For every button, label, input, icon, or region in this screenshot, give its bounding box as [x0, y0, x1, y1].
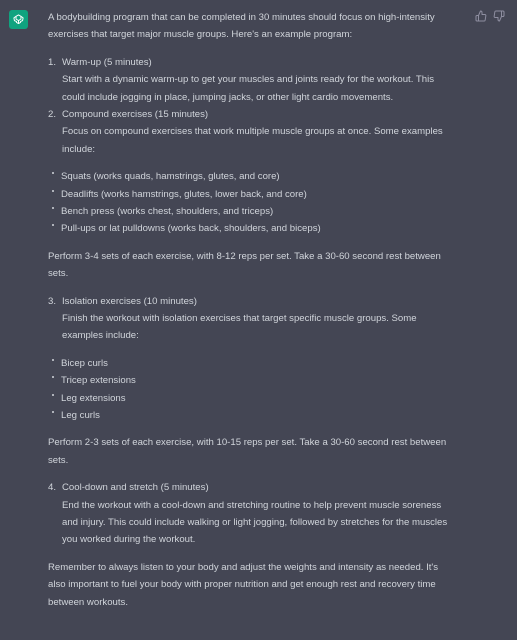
step-description: Start with a dynamic warm-up to get your muscles and joints ready for the workout. This could include jogging in place, jumping jacks, or other light cardio movements.	[62, 74, 435, 103]
step-title: Compound exercises (15 minutes)	[62, 109, 209, 121]
step-number: 3.	[48, 295, 57, 307]
list-item: Pull-ups or lat pulldowns (works back, shoulders, and biceps)	[48, 220, 456, 237]
thumbs-up-icon[interactable]	[475, 10, 487, 22]
step-description: Focus on compound exercises that work multiple muscle groups at once. Some examples include:	[62, 126, 443, 155]
isolation-sets-text: Perform 2-3 sets of each exercise, with 10-15 reps per set. Take a 30-60 second rest between sets.	[48, 437, 447, 466]
assistant-avatar	[9, 10, 28, 29]
steps-list-1	[48, 54, 456, 158]
step-number: 2.	[48, 109, 57, 121]
assistant-message	[48, 9, 456, 611]
step-number: 4.	[48, 482, 57, 494]
list-item: Bicep curls	[48, 355, 456, 372]
step-warm-up	[48, 54, 456, 106]
list-item: Squats (works quads, hamstrings, glutes, and core)	[48, 168, 456, 185]
step-description: Finish the workout with isolation exercises that target specific muscle groups. Some examples include:	[62, 313, 417, 342]
compound-sets-text: Perform 3-4 sets of each exercise, with 8-12 reps per set. Take a 30-60 second rest between sets.	[48, 250, 441, 280]
intro-text: A bodybuilding program that can be completed in 30 minutes should focus on high-intensity exercises that target major muscle groups. Here's an example program:	[48, 12, 435, 41]
openai-logo-icon	[12, 13, 25, 26]
steps-list-3	[48, 479, 456, 549]
compound-exercise-list	[48, 168, 456, 238]
step-description: End the workout with a cool-down and stretching routine to help prevent muscle soreness and injury. This could include walking or light jogging, followed by stretches for the muscles you worked during the workout.	[62, 499, 448, 546]
steps-list-2	[48, 293, 456, 345]
step-title: Cool-down and stretch (5 minutes)	[62, 482, 209, 494]
isolation-exercise-list	[48, 355, 456, 425]
closing-text: Remember to always listen to your body and adjust the weights and intensity as needed. It's also important to fuel your body with proper nutrition and get enough rest and recovery time between workouts.	[48, 561, 439, 608]
step-cool-down	[48, 479, 456, 549]
step-isolation	[48, 293, 456, 345]
list-item: Tricep extensions	[48, 372, 456, 389]
step-title: Isolation exercises (10 minutes)	[62, 295, 197, 307]
feedback-buttons	[475, 10, 505, 22]
list-item: Deadlifts (works hamstrings, glutes, lower back, and core)	[48, 186, 456, 203]
step-compound	[48, 106, 456, 158]
list-item: Leg extensions	[48, 390, 456, 407]
list-item: Bench press (works chest, shoulders, and triceps)	[48, 203, 456, 220]
step-title: Warm-up (5 minutes)	[62, 56, 152, 68]
thumbs-down-icon[interactable]	[493, 10, 505, 22]
step-number: 1.	[48, 56, 57, 68]
list-item: Leg curls	[48, 407, 456, 424]
